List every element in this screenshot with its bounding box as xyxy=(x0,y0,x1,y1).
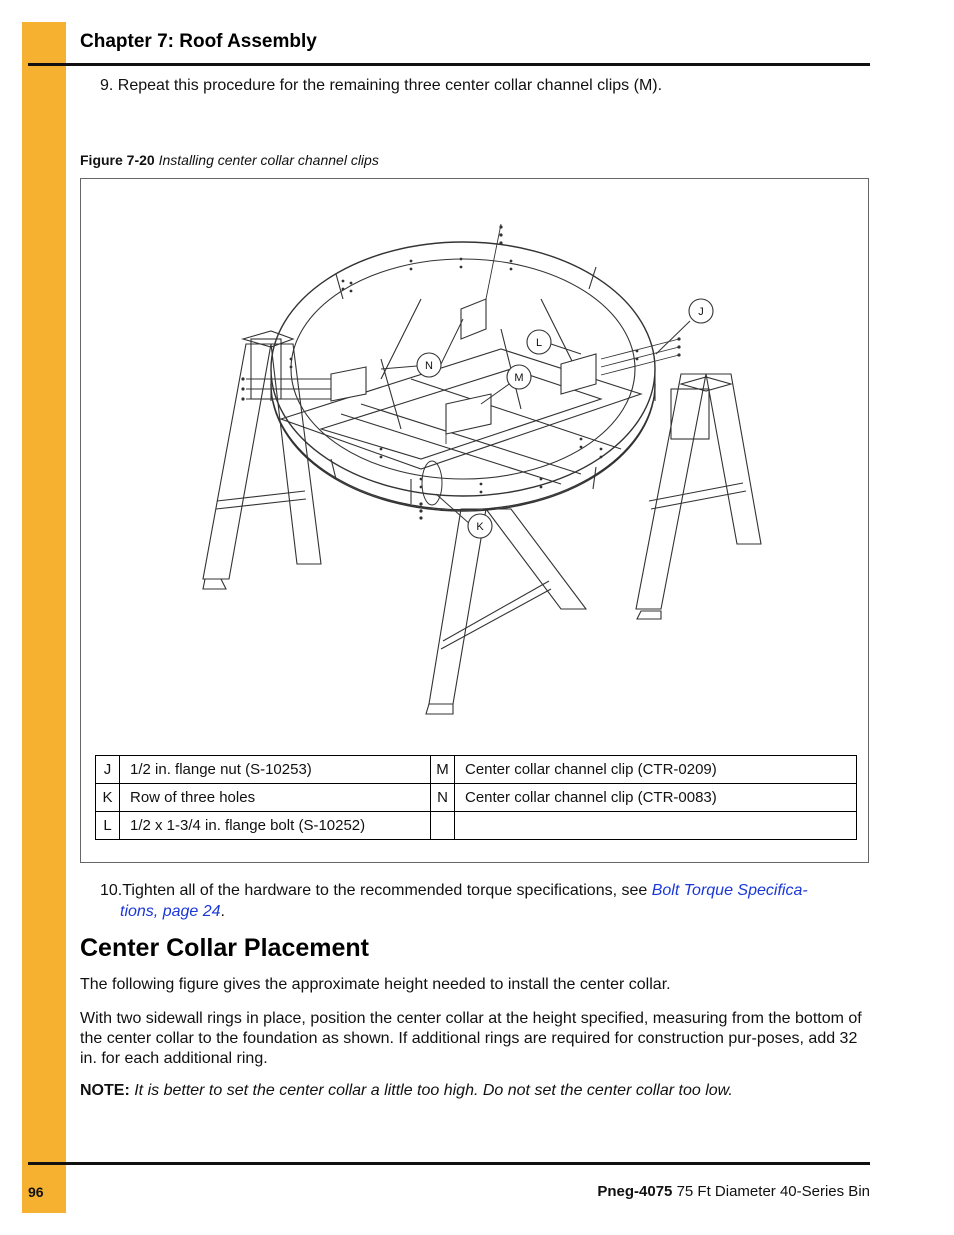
legend-key: L xyxy=(96,812,120,840)
callout-k-label: K xyxy=(476,521,484,533)
footer-document-title xyxy=(597,1183,870,1200)
step-10-end: . xyxy=(220,903,225,920)
legend-description: Center collar channel clip (CTR-0209) xyxy=(455,756,857,784)
chapter-title: Chapter 7: Roof Assembly xyxy=(80,31,317,52)
page-number: 96 xyxy=(28,1184,44,1200)
step-9: 9. Repeat this procedure for the remaining three center collar channel clips (M). xyxy=(100,77,663,94)
stand-leg xyxy=(706,374,761,544)
legend-description: 1/2 x 1-3/4 in. flange bolt (S-10252) xyxy=(120,812,431,840)
callout-n-label: N xyxy=(425,360,433,372)
note-label: NOTE: xyxy=(80,1082,130,1099)
legend-description: Center collar channel clip (CTR-0083) xyxy=(455,784,857,812)
table-row xyxy=(96,812,857,840)
table-row xyxy=(96,756,857,784)
document-title: 75 Ft Diameter 40-Series Bin xyxy=(676,1183,870,1200)
stand-leg xyxy=(486,509,586,609)
stand-leg xyxy=(271,344,321,564)
section-title: Center Collar Placement xyxy=(80,934,369,962)
paragraph-instructions: With two sidewall rings in place, position the center collar at the height specified, measuring from the bottom of the center collar to the foundation as shown. If additional rings are required for construction pur-poses, add 32 in. for each additional ring. xyxy=(80,1010,862,1067)
figure-description: Installing center collar channel clips xyxy=(158,152,379,168)
parts-legend-table xyxy=(95,755,857,840)
bolt-torque-link[interactable]: Bolt Torque Specifica- xyxy=(651,882,808,899)
legend-key: M xyxy=(431,756,455,784)
legend-key xyxy=(431,812,455,840)
note-text: It is better to set the center collar a little too high. Do not set the center collar too low. xyxy=(134,1082,733,1099)
legend-description: Row of three holes xyxy=(120,784,431,812)
figure-caption xyxy=(80,152,379,168)
note xyxy=(80,1081,870,1101)
step-10-text: 10.Tighten all of the hardware to the recommended torque specifications, see xyxy=(100,882,652,899)
legend-key: N xyxy=(431,784,455,812)
legend-key: J xyxy=(96,756,120,784)
figure-number: Figure 7-20 xyxy=(80,152,155,168)
header-rule xyxy=(28,63,870,66)
step-10 xyxy=(100,880,860,922)
table-row xyxy=(96,784,857,812)
footer-rule xyxy=(28,1162,870,1165)
figure-frame xyxy=(80,178,869,863)
bolt-torque-link-continued[interactable]: tions, page 24 xyxy=(120,903,221,920)
callout-l-label: L xyxy=(535,337,543,349)
callout-m-label: M xyxy=(514,372,524,384)
document-code: Pneg-4075 xyxy=(597,1183,673,1200)
legend-description: 1/2 in. flange nut (S-10253) xyxy=(120,756,431,784)
legend-key: K xyxy=(96,784,120,812)
callout-j-label: J xyxy=(698,306,704,318)
center-collar-illustration xyxy=(81,179,868,749)
chapter-tab-bar xyxy=(22,22,66,1213)
paragraph-intro: The following figure gives the approximate height needed to install the center collar. xyxy=(80,976,671,993)
legend-description xyxy=(455,812,857,840)
